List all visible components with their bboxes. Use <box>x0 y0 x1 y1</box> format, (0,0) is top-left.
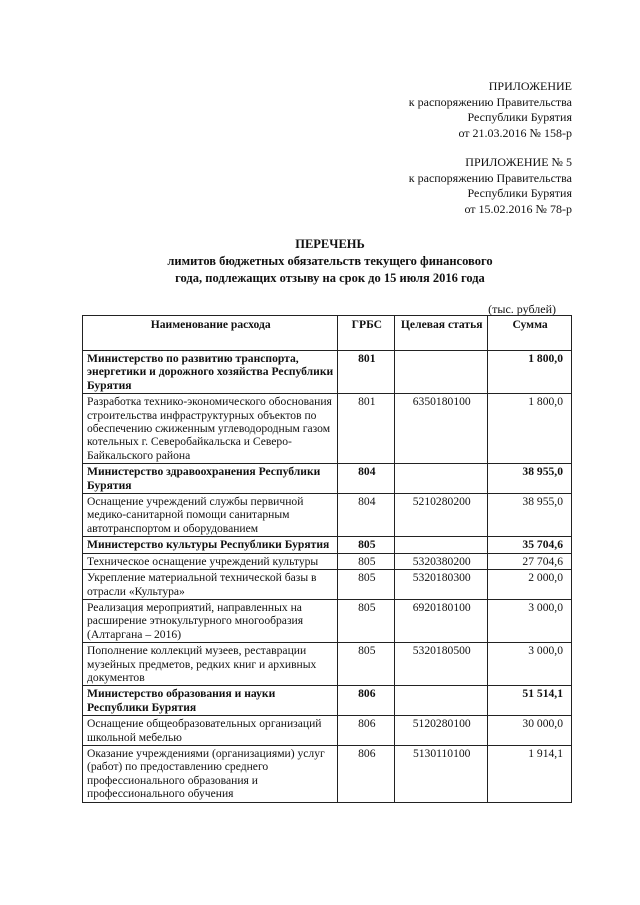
cell-grbs: 801 <box>338 394 395 464</box>
cell-grbs: 801 <box>338 351 395 394</box>
expense-row <box>83 494 572 537</box>
cell-sum: 1 800,0 <box>488 351 572 394</box>
cell-grbs: 805 <box>338 570 395 600</box>
cell-sum: 30 000,0 <box>488 716 572 746</box>
title-line: ПЕРЕЧЕНЬ <box>295 237 365 251</box>
cell-grbs: 806 <box>338 686 395 716</box>
document-title <box>80 236 580 287</box>
header-line: Республики Бурятия <box>467 186 572 200</box>
cell-sum: 1 914,1 <box>488 745 572 802</box>
cell-sum: 38 955,0 <box>488 494 572 537</box>
cell-name: Пополнение коллекций музеев, реставрации музейных предметов, редких книг и архивных документов <box>83 643 338 686</box>
cell-grbs: 805 <box>338 537 395 553</box>
cell-grbs: 805 <box>338 643 395 686</box>
budget-limits-table <box>82 315 572 803</box>
expense-row <box>83 716 572 746</box>
cell-article <box>395 464 488 494</box>
header-line: от 21.03.2016 № 158-р <box>458 125 572 140</box>
cell-article: 5320180300 <box>395 570 488 600</box>
cell-sum: 1 800,0 <box>488 394 572 464</box>
header-line: от 15.02.2016 № 78-р <box>464 201 572 216</box>
cell-sum: 35 704,6 <box>488 537 572 553</box>
ministry-row <box>83 351 572 394</box>
cell-sum: 27 704,6 <box>488 553 572 569</box>
expense-row <box>83 394 572 464</box>
cell-grbs: 804 <box>338 464 395 494</box>
title-line: лимитов бюджетных обязательств текущего финансового <box>167 254 493 268</box>
cell-name: Министерство здравоохранения Республики Бурятия <box>83 464 338 494</box>
cell-sum: 51 514,1 <box>488 686 572 716</box>
cell-article <box>395 537 488 553</box>
cell-grbs: 804 <box>338 494 395 537</box>
expense-row <box>83 745 572 802</box>
header-line: Республики Бурятия <box>467 110 572 124</box>
cell-grbs: 806 <box>338 745 395 802</box>
ministry-row <box>83 537 572 553</box>
cell-name: Министерство по развитию транспорта, энергетики и дорожного хозяйства Республики Бурятия <box>83 351 338 394</box>
col-header-sum: Сумма <box>488 316 572 351</box>
cell-article: 5320380200 <box>395 553 488 569</box>
cell-name: Разработка технико-экономического обоснования строительства инфраструктурных объектов по обеспечению сжиженным углеводородным газом котельных г. Северобайкальска и Северо-Байкальского района <box>83 394 338 464</box>
table-header-row <box>83 316 572 351</box>
cell-article: 5130110100 <box>395 745 488 802</box>
table-body <box>83 351 572 803</box>
cell-article: 6920180100 <box>395 599 488 642</box>
cell-name: Оснащение учреждений службы первичной медико-санитарной помощи санитарным автотранспортом и оборудованием <box>83 494 338 537</box>
cell-article <box>395 351 488 394</box>
cell-article: 6350180100 <box>395 394 488 464</box>
ministry-row <box>83 464 572 494</box>
cell-grbs: 805 <box>338 599 395 642</box>
expense-row <box>83 643 572 686</box>
cell-grbs: 805 <box>338 553 395 569</box>
cell-article: 5210280200 <box>395 494 488 537</box>
header-line: ПРИЛОЖЕНИЕ № 5 <box>465 155 572 169</box>
cell-name: Оснащение общеобразовательных организаций школьной мебелью <box>83 716 338 746</box>
header-line: к распоряжению Правительства <box>408 170 572 185</box>
cell-name: Техническое оснащение учреждений культуры <box>83 553 338 569</box>
header-line: ПРИЛОЖЕНИЕ <box>488 79 572 93</box>
title-line: года, подлежащих отзыву на срок до 15 июля 2016 года <box>175 271 485 285</box>
cell-sum: 3 000,0 <box>488 599 572 642</box>
cell-article: 5120280100 <box>395 716 488 746</box>
ministry-row <box>83 686 572 716</box>
col-header-name: Наименование расхода <box>83 316 338 351</box>
cell-grbs: 806 <box>338 716 395 746</box>
units-label: (тыс. рублей) <box>488 302 556 316</box>
cell-article: 5320180500 <box>395 643 488 686</box>
cell-name: Оказание учреждениями (организациями) услуг (работ) по предоставлению среднего профессионального образования и профессионального обучения <box>83 745 338 802</box>
cell-name: Реализация мероприятий, направленных на расширение этнокультурного многообразия (Алтаргана – 2016) <box>83 599 338 642</box>
cell-sum: 2 000,0 <box>488 570 572 600</box>
cell-sum: 3 000,0 <box>488 643 572 686</box>
appendix-header-current <box>409 79 572 141</box>
expense-row <box>83 553 572 569</box>
header-line: к распоряжению Правительства <box>408 94 572 109</box>
cell-article <box>395 686 488 716</box>
expense-row <box>83 599 572 642</box>
col-header-article: Целевая статья <box>395 316 488 351</box>
expense-row <box>83 570 572 600</box>
appendix-header-original <box>409 155 572 217</box>
cell-name: Министерство образования и науки Республики Бурятия <box>83 686 338 716</box>
cell-name: Министерство культуры Республики Бурятия <box>83 537 338 553</box>
col-header-grbs: ГРБС <box>338 316 395 351</box>
cell-name: Укрепление материальной технической базы в отрасли «Культура» <box>83 570 338 600</box>
cell-sum: 38 955,0 <box>488 464 572 494</box>
